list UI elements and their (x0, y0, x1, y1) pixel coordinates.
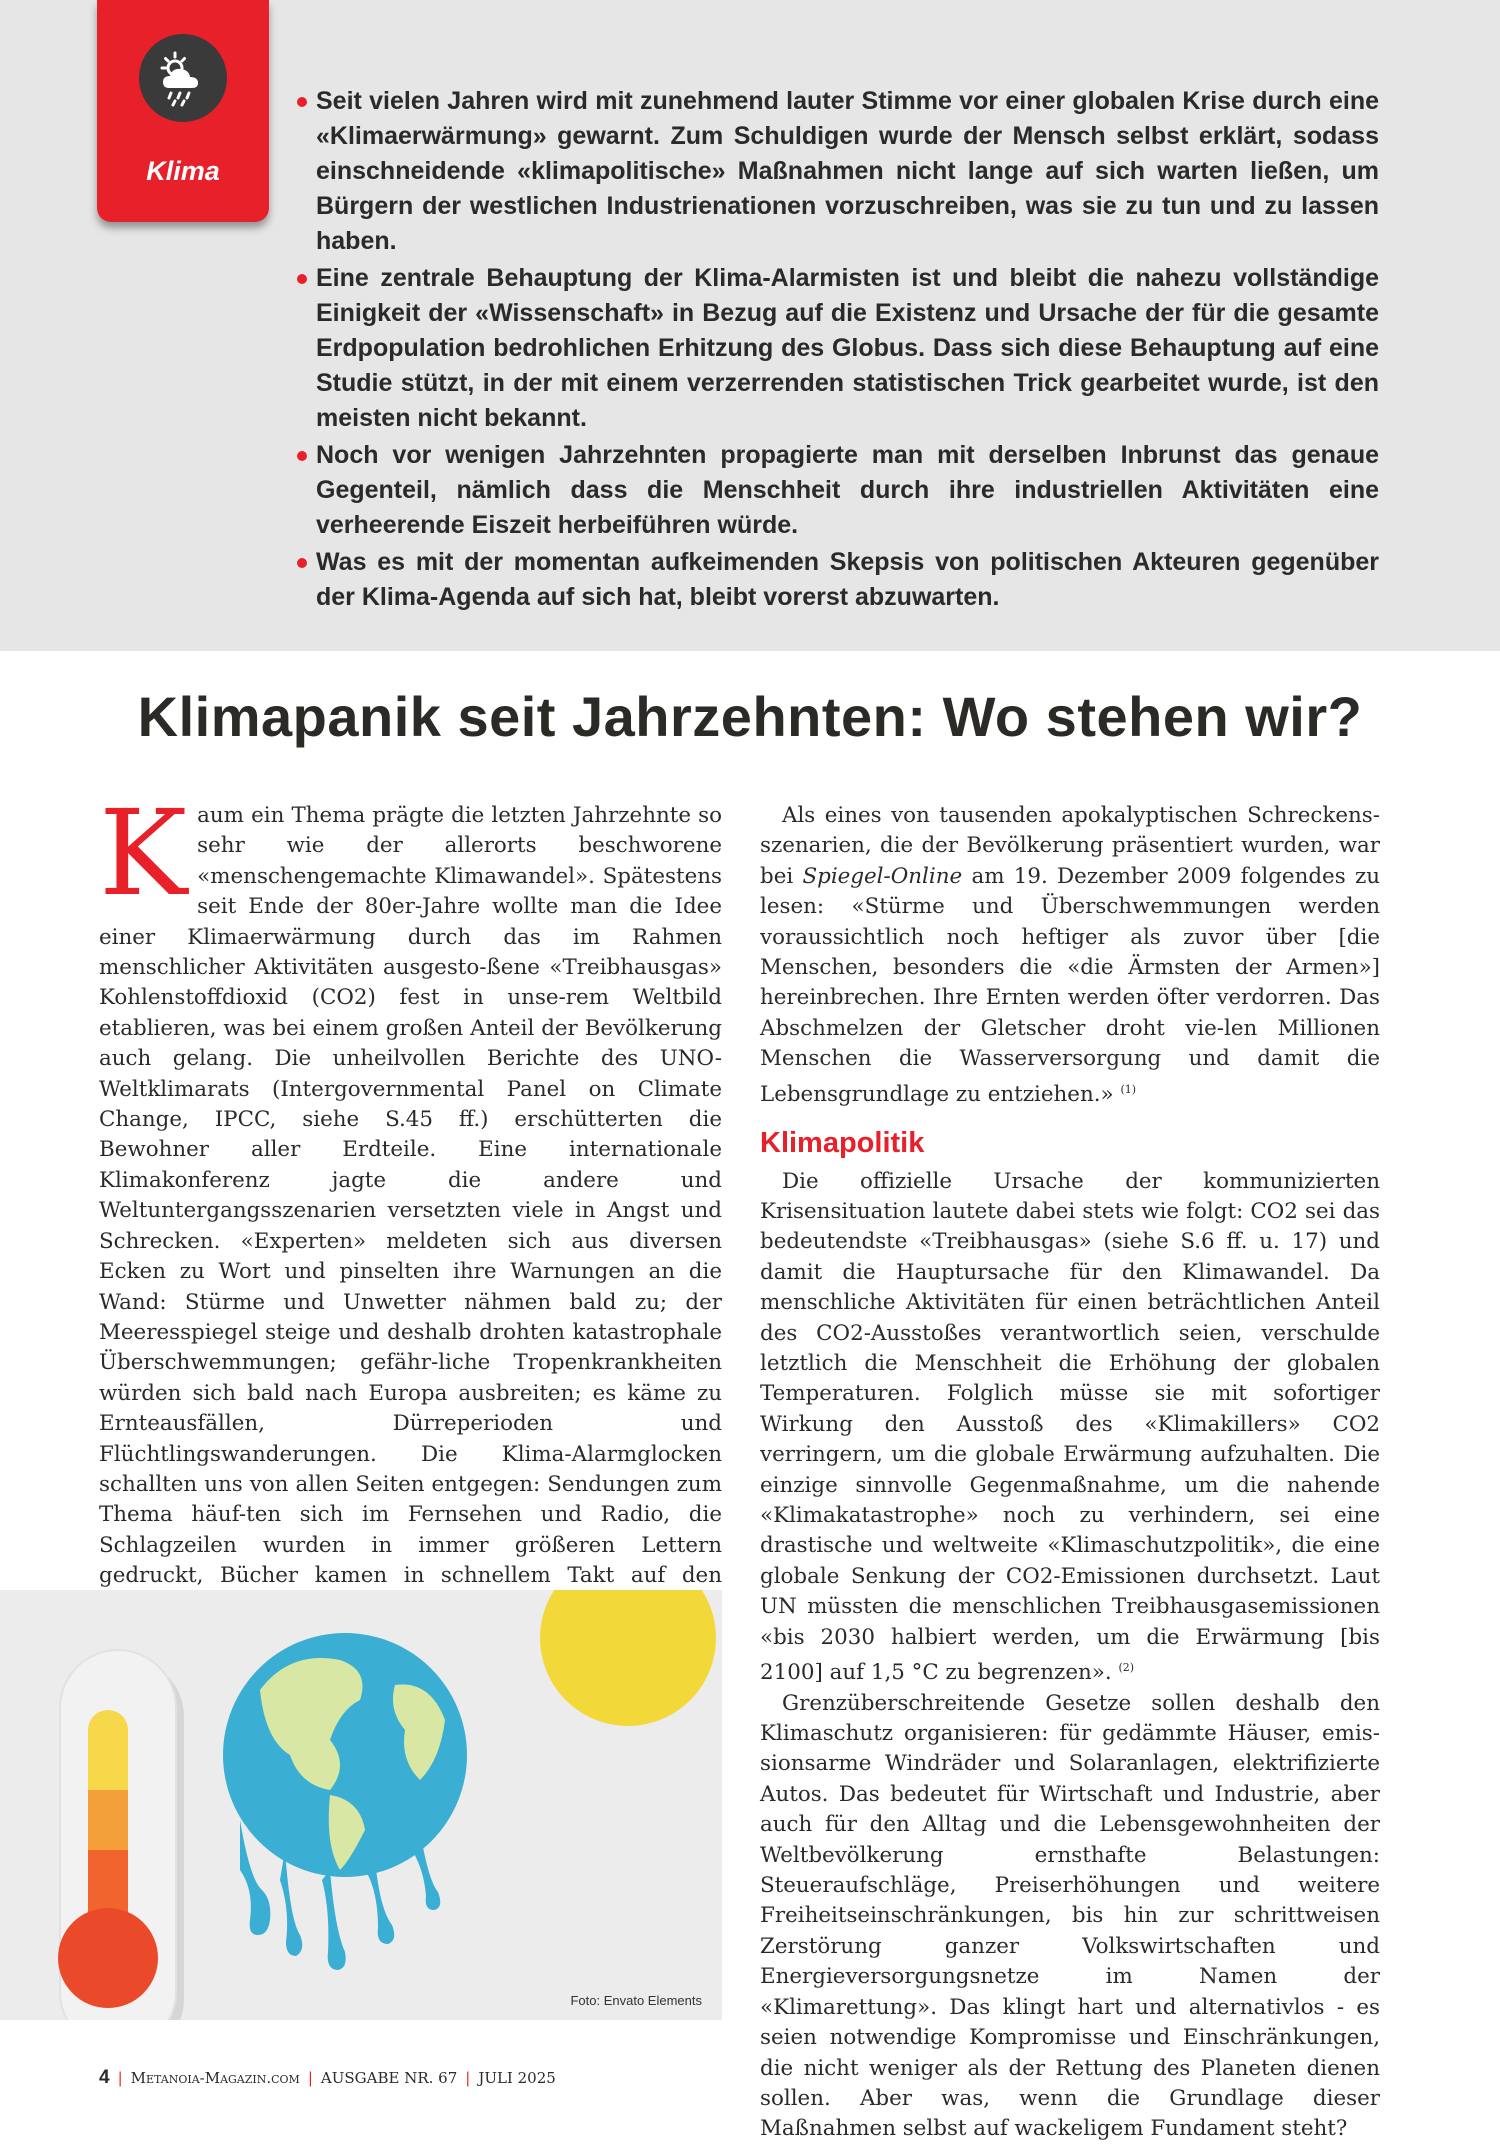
footnote-ref: (2) (1118, 1661, 1135, 1675)
summary-list (316, 84, 1379, 617)
summary-box (0, 0, 1500, 651)
body-text: Die offizielle Ursache der kommunizierten Krisensituation lautete dabei stets wie folgt: CO2 sei das bedeutendste «Treibhausgas» (siehe S.6 ff. u. 17) und damit die Hauptursache für den Klimawandel. Da menschliche Aktivitäten für einen beträchtlichen Anteil des CO2-Ausstoßes verantwortlich seien, verschulde letztlich die Menschheit die Erhöhung der globalen Temperaturen. Folglich müsse sie mit sofortiger Wirkung den Ausstoß des «Klimakillers» CO2 verringern, um die globale Erwärmung aufzuhalten. Die einzige sinnvolle Gegenmaßnahme, um die nahende «Klimakatastrophe» noch zu verhindern, sei eine drastische und weltweite «Klimaschutzpolitik», die eine globale Senkung der CO2-Emissionen durchsetzt. Laut UN müssten die menschlichen Treibhausgasemissionen «bis 2030 halbiert werden, um die Erwärmung [bis 2100] auf 1,5 °C zu begrenzen». (760, 1168, 1380, 1686)
article-column-right (760, 801, 1380, 2145)
photo-credit: Foto: Envato Elements (570, 1993, 702, 2008)
quote-paragraph (760, 801, 1380, 1110)
globe-shape (223, 1633, 467, 1970)
summary-bullet: Seit vielen Jahren wird mit zunehmend lauter Stimme vor einer globalen Krise durch eine «Klimaerwärmung» gewarnt. Zum Schuldigen wurde der Mensch selbst erklärt, sodass einschneidende «klimapolitische» Maßnahmen nicht lange auf sich warten ließen, um Bürgern der westlichen Industrienationen vorzuschreiben, was sie zu tun und zu lassen haben. (316, 84, 1379, 259)
footer-issue: AUSGABE NR. 67 (320, 2069, 458, 2087)
body-paragraph: Grenzüberschreitende Gesetze sollen deshalb den Klimaschutz organisieren: für gedämmte Häuser, emis-sionsarme Windräder und Solaranlagen, elektrifizierte Autos. Das bedeutet für Wirtschaft und Industrie, aber auch für den Alltag und die Lebensgewohnheiten der Weltbevölkerung ernsthafte Belastungen: Steueraufschläge, Preiserhöhungen und weitere Freiheitseinschränkungen, bis hin zur schrittweisen Zerstörung ganzer Volkswirtschaften und Energieversorgungsnetze im Namen der «Klimarettung». Das klingt hart und alternativlos - es seien notwendige Kompromisse und Einschränkungen, die nicht weniger als der Rettung des Planeten dienen sollen. Aber was, wenn die Grundlage dieser Maßnahmen selbst auf wackeligem Fundament steht? (760, 1690, 1380, 2142)
intro-text: aum ein Thema prägte die letzten Jahrzehnte so sehr wie der allerorts beschworene «menschengemachte Klimawandel». Spätestens seit Ende der 80er-Jahre wollte man die Idee einer Klimaerwärmung durch das im Rahmen menschlicher Aktivitäten ausgesto-ßene «Treibhausgas» Kohlenstoffdioxid (CO2) fest in unse-rem Weltbild etablieren, was bei einem großen Anteil der Bevölkerung auch gelang. Die unheilvollen Berichte des UNO-Weltklimarats (Intergovernmental Panel on Climate Change, IPCC, siehe S.45 ff.) erschütterten die Bewohner aller Erdteile. Eine internationale Klimakonferenz jagte die andere und Weltuntergangsszenarien versetzten viele in Angst und Schrecken. «Experten» meldeten sich aus diversen Ecken zu Wort und pinselten ihre Warnungen an die Wand: Stürme und Unwetter nähmen bald zu; der Meeresspiegel steige und deshalb drohten katastrophale Überschwemmungen; gefähr-liche Tropenkrankheiten würden sich bald nach Europa ausbreiten; es käme zu Ernteausfällen, Dürreperioden und Flüchtlingswanderungen. Die Klima-Alarmglocken schallten uns von allen Seiten entgegen: Sendungen zum Thema häuf-ten sich im Fernsehen und Radio, die Schlagzeilen wurden in immer größeren Lettern gedruckt, Bücher kamen in schnellem Takt auf den (99, 803, 722, 1589)
footnote-ref: (1) (1120, 1082, 1137, 1096)
summary-bullet: Noch vor wenigen Jahrzehnten propagierte man mit derselben Inbrunst das genaue Gegenteil, nämlich dass die Menschheit durch ihre industriellen Aktivitäten eine verheerende Eiszeit herbeiführen würde. (316, 438, 1379, 543)
footer-date: JULI 2025 (478, 2069, 556, 2087)
article-intro-paragraph (99, 784, 722, 1713)
section-tab (97, 0, 269, 222)
section-label: Klima (146, 156, 220, 186)
quote-text-start: Als eines von tausenden apokalyptischen Schreckens-szenarien, die der Bevölkerung präsentiert wurden, war bei (760, 803, 1380, 889)
sun-shape (540, 1590, 716, 1726)
source-name: Spiegel-Online (802, 863, 963, 889)
quote-text-end: am 19. Dezember 2009 folgendes zu lesen: «Stürme und Überschwemmungen werden voraussichtlich noch heftiger als zuvor über [die Menschen, besonders die «die Ärmsten der Armen»] hereinbrechen. Ihre Ernten werden öfter verdorren. Das Abschmelzen der Gletscher droht vie-len Millionen Menschen die Wasserversorgung und damit die Lebensgrundlage zu entziehen.» (760, 863, 1380, 1107)
weather-cloud-sun-rain-icon (139, 34, 227, 122)
article-headline: Klimapanik seit Jahrzehnten: Wo stehen wir? (137, 685, 1363, 748)
summary-bullet: Eine zentrale Behauptung der Klima-Alarmisten ist und bleibt die nahezu vollständige Einigkeit der «Wissenschaft» in Bezug auf die Existenz und Ursache der für die gesamte Erdpopulation bedrohlichen Erhitzung des Globus. Dass sich diese Behauptung auf eine Studie stützt, in der mit einem verzerrenden statistischen Trick gearbeitet wurde, ist den meisten nicht bekannt. (316, 261, 1379, 436)
body-paragraph (760, 1167, 1380, 1689)
page-number: 4 (99, 2067, 110, 2088)
melting-globe-thermometer-image (0, 1590, 722, 2020)
footer-site: Metanoia-Magazin.com (130, 2069, 300, 2087)
drop-cap: K (99, 784, 188, 922)
article-column-left (99, 784, 722, 1713)
summary-bullet: Was es mit der momentan aufkeimenden Skepsis von politischen Akteuren gegenüber der Klima-Agenda auf sich hat, bleibt vorerst abzuwarten. (316, 545, 1379, 615)
subheading: Klimapolitik (760, 1127, 925, 1160)
page-footer: 4 | Metanoia-Magazin.com | AUSGABE NR. 67 | JULI 2025 (99, 2067, 556, 2088)
